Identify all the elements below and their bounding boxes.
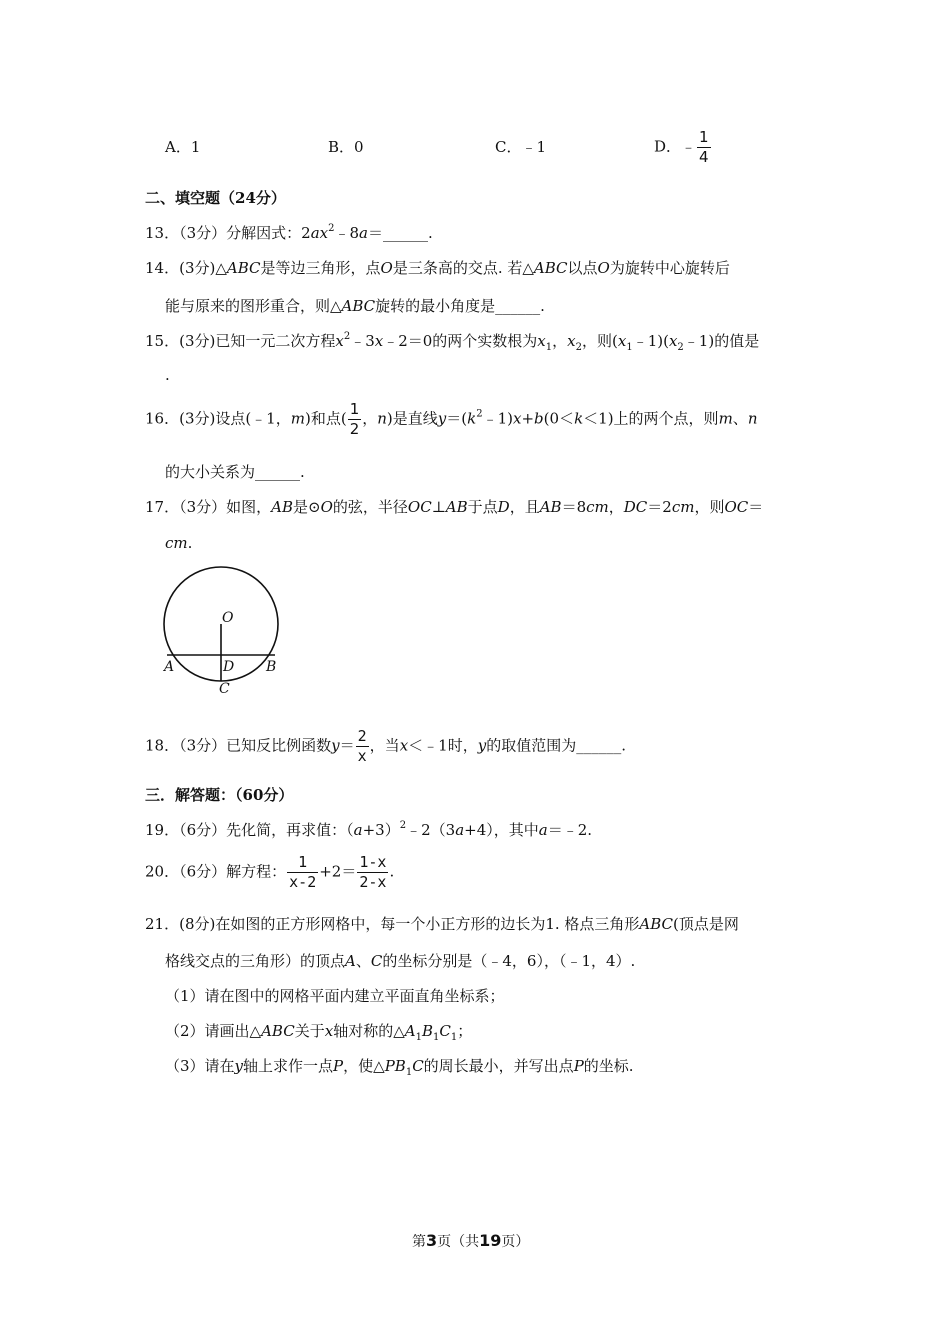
exponent: 2 [343,331,351,342]
q15-line2: . [165,366,170,384]
fraction-denominator: x-2 [289,873,317,891]
q16-line2: 的大小关系为______. [165,463,305,481]
text: 于点 [467,498,498,516]
text: + [521,409,535,428]
q14-line2 [165,295,545,316]
var: C [439,1022,451,1040]
var: k [467,409,477,428]
var: cm [671,498,695,516]
text: 第 [412,1234,426,1250]
label-c: C [219,681,230,697]
fraction-denominator: x [357,747,367,765]
var: D [497,498,510,516]
q12-option-c: C．﹣1 [495,138,547,156]
text: ＝﹣2. [547,821,593,839]
q13 [145,222,433,243]
var: cm [586,498,609,516]
text: 页（共 [437,1234,480,1250]
var: x [668,332,678,350]
text: 14．(3分)△ [145,259,227,277]
var: m [290,409,305,428]
fraction-numerator: 1 [699,128,709,146]
text: 15．(3分)已知一元二次方程 [145,332,336,350]
var: x [374,332,384,350]
text: 的取值范围为______. [486,736,626,755]
text: ﹣2（3 [406,821,456,839]
text: ﹣2＝0的两个实数根为 [383,332,538,350]
text: （3）请在 [165,1057,235,1075]
var: y [437,409,447,428]
q17-line1 [145,496,763,517]
q12-option-d [654,128,712,167]
circle-figure [158,562,288,702]
label-a: A [164,659,175,675]
q20 [145,853,394,892]
text: 18．（3分）已知反比例函数 [145,736,332,755]
exponent: 2 [399,820,407,831]
var: B [421,1022,433,1040]
text: )是直线 [386,409,438,428]
fraction-numerator: 2 [357,727,367,745]
q18-fraction [356,727,369,766]
var: ABC [226,259,261,277]
text: ＝( [446,409,468,428]
section3-title: 三．解答题：（60分） [145,786,294,804]
q21-subquestion-3 [165,1055,634,1076]
var: x [399,736,409,755]
text: +3） [362,821,400,839]
fraction-numerator: 1 [287,853,318,873]
q12-option-b: B．0 [328,138,364,156]
var: OC [724,498,749,516]
var: x [567,332,576,350]
q12-option-a: A．1 [165,138,201,156]
var: PB [384,1057,406,1075]
q21-subquestion-2 [165,1020,472,1041]
text: ，当 [369,736,400,755]
q14-line1 [145,257,730,278]
var: x [537,332,546,350]
label-d: D [223,659,235,675]
var: A [404,1022,416,1040]
q12-option-d-fraction [697,128,711,167]
var: O [597,259,610,277]
q21-line2 [165,950,635,971]
text: 17．（3分）如图， [145,498,272,516]
text: ，使△ [343,1057,385,1075]
var: cm [165,534,188,552]
text: ﹣1)( [632,332,669,350]
fraction-numerator: 1 [349,400,360,418]
var: ABC [341,297,376,315]
var: k [574,409,584,428]
text: ＜1)上的两个点，则 [583,409,719,428]
q19 [145,819,592,840]
subscript: 2 [575,342,582,353]
subscript: 1 [545,342,553,353]
var: AB [539,498,562,516]
q21-subquestion-1: （1）请在图中的网格平面内建立平面直角坐标系； [165,987,505,1005]
subscript: 1 [433,1032,440,1043]
text: 13．（3分）分解因式：2 [145,224,311,242]
text: +4），其中 [464,821,539,839]
text: 旋转的最小角度是______. [375,297,545,315]
text: 轴对称的△ [333,1022,405,1040]
var: C [370,952,383,970]
exponent: 2 [328,223,335,234]
var: OC [407,498,432,516]
text: ﹣3 [350,332,375,350]
exponent: 2 [476,408,483,420]
text: ，且 [509,498,540,516]
text: 的周长最小，并写出点 [423,1057,574,1075]
subscript: 1 [626,342,633,353]
text: 是三条高的交点. 若△ [392,259,534,277]
text: ﹣8 [334,224,360,242]
text: ， [362,409,378,428]
var: DC [623,498,648,516]
var: ABC [639,915,674,933]
var: x [335,332,344,350]
text: ＝ [339,736,355,755]
text: ﹣1)的值是 [683,332,760,350]
var: y [331,736,340,755]
fraction-numerator: 1-x [359,853,387,871]
var: b [534,409,544,428]
var: n [377,409,387,428]
var: P [573,1057,584,1075]
var: AB [271,498,293,516]
text: . [187,534,193,552]
text: 关于 [294,1022,325,1040]
page-footer [412,1231,529,1251]
q20-fraction-2 [357,853,388,892]
text: ＝8 [561,498,587,516]
var: AB [445,498,468,516]
fraction-denominator: 4 [699,148,709,166]
text: 、 [355,952,371,970]
text: (顶点是网 [673,915,739,933]
var: ABC [533,259,568,277]
text: 、 [732,409,748,428]
text: ＝______. [367,224,433,242]
text: ＜﹣1时， [408,736,478,755]
text: 的坐标分别是（﹣4，6），（﹣1，4）. [382,952,636,970]
text: 的坐标. [583,1057,634,1075]
label-o: O [222,610,234,626]
var: a [455,821,465,839]
text: 轴上求作一点 [243,1057,334,1075]
text: ﹣1) [482,409,513,428]
var: a [538,821,548,839]
var: x [617,332,627,350]
text: 页） [501,1234,530,1250]
q16-line1 [145,400,757,439]
fraction-denominator: 2-x [359,873,387,891]
text: (0＜ [543,409,575,428]
var: a [353,821,363,839]
var: m [718,409,733,428]
q21-line1 [145,913,739,934]
q17-line2 [165,534,192,552]
q18 [145,727,626,766]
var: x [324,1022,334,1040]
var: O [320,498,333,516]
text: 是等边三角形，点 [260,259,381,277]
text: ，则 [694,498,725,516]
text: . [389,862,395,881]
text: 的弦，半径 [332,498,408,516]
text: 是⊙ [293,498,321,516]
var: O [380,259,393,277]
var: A [345,952,356,970]
text: ； [457,1022,473,1040]
subscript: 2 [677,342,684,353]
var: y [234,1057,244,1075]
text: ⊥ [431,498,446,516]
text: ，则( [582,332,618,350]
subscript: 1 [450,1032,458,1043]
q20-fraction-1 [287,853,318,892]
text: 19．（6分）先化简，再求值：（ [145,821,354,839]
text: +2＝ [319,862,357,881]
q16-fraction [348,400,362,439]
var: a [359,224,368,242]
text: 能与原来的图形重合，则△ [165,297,342,315]
q15-line1: 15．(3分)已知一元二次方程$x^2﹣3x﹣2=0$的两个实数根为$x_1$，$x_2$，则$(x_1﹣1)(x_2﹣1)$的值是 [145,331,760,353]
text: ＝ [748,498,764,516]
q12-option-d-prefix: D．﹣ [654,137,697,156]
text: 16．(3分)设点(﹣1， [145,409,291,428]
text: 21．(8分)在如图的正方形网格中，每一个小正方形的边长为1. 格点三角形 [145,915,640,933]
var: P [333,1057,344,1075]
page-total: 19 [479,1231,502,1250]
text: 20．（6分）解方程： [145,862,287,881]
text: （2）请画出△ [165,1022,262,1040]
section2-title: 二、填空题（24分） [145,189,286,207]
text: 格线交点的三角形）的顶点 [165,952,346,970]
text: ， [608,498,624,516]
fraction-denominator: 2 [349,420,360,438]
text: ＝2 [647,498,672,516]
var: ax [310,224,329,242]
var: x [513,409,522,428]
var: y [477,736,487,755]
text: 为旋转中心旋转后 [609,259,730,277]
subscript: 1 [405,1067,413,1078]
var: C [412,1057,424,1075]
text: 以点 [567,259,598,277]
subscript: 1 [415,1032,422,1043]
page-number: 3 [426,1231,438,1250]
var: ABC [261,1022,295,1040]
label-b: B [266,659,277,675]
var: n [747,409,758,428]
text: )和点( [304,409,347,428]
